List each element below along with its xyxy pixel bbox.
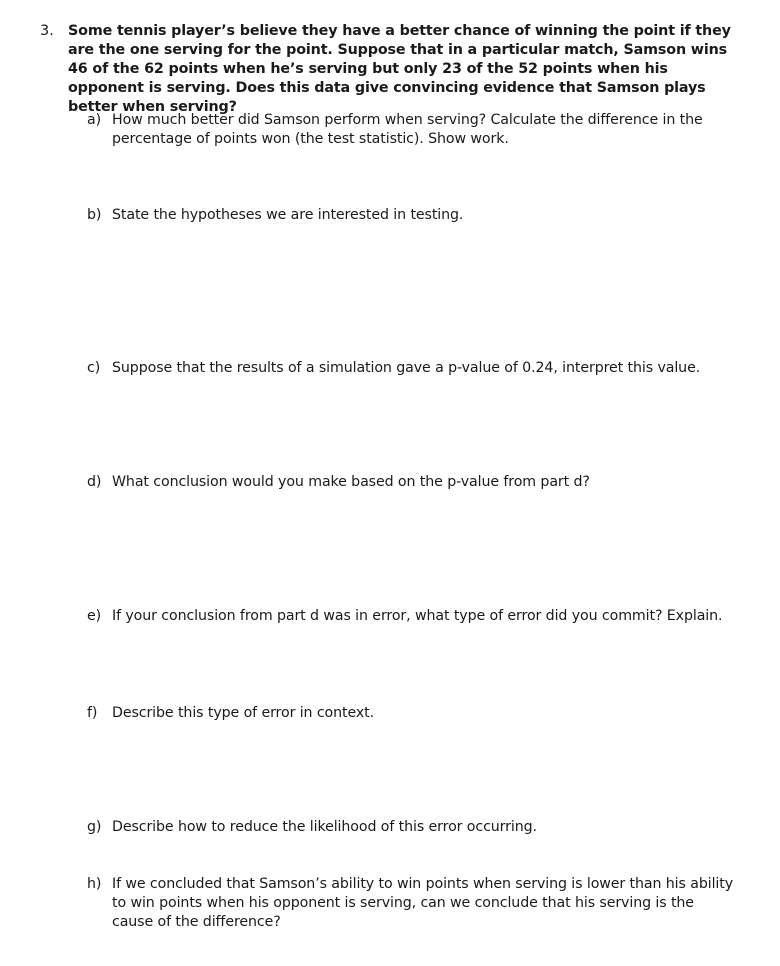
part-letter: b) [87,207,102,223]
question-prompt: Some tennis player’s believe they have a better chance of winning the point if they are the one serving for the point. Suppose that in a particular match, Samson wins 46 of the 62 points when he’s serving but only 23 of the 52 points when his opponent is serving. Does this data give convincing evidence that Samson plays better when serving? [68,23,731,115]
part-text: Describe this type of error in context. [112,705,375,721]
part-letter: e) [87,608,102,624]
part-text: How much better did Samson perform when serving? Calculate the difference in the percentage of points won (the test statistic). Show work. [112,112,703,147]
part-letter: h) [87,876,102,892]
part-letter: a) [87,112,102,128]
part-text: What conclusion would you make based on the p-value from part d? [112,474,590,490]
part-text: If we concluded that Samson’s ability to win points when serving is lower than his ability to win points when his opponent is serving, can we conclude that his serving is the cause of the difference? [112,876,734,930]
question-number: 3. [40,23,54,39]
part-letter: f) [87,705,98,721]
part-text: Suppose that the results of a simulation gave a p-value of 0.24, interpret this value. [112,360,701,376]
part-text: State the hypotheses we are interested in testing. [112,207,464,223]
part-letter: d) [87,474,102,490]
part-letter: c) [87,360,101,376]
part-text: Describe how to reduce the likelihood of this error occurring. [112,819,537,835]
part-text: If your conclusion from part d was in error, what type of error did you commit? Explain. [112,608,723,624]
part-letter: g) [87,819,102,835]
